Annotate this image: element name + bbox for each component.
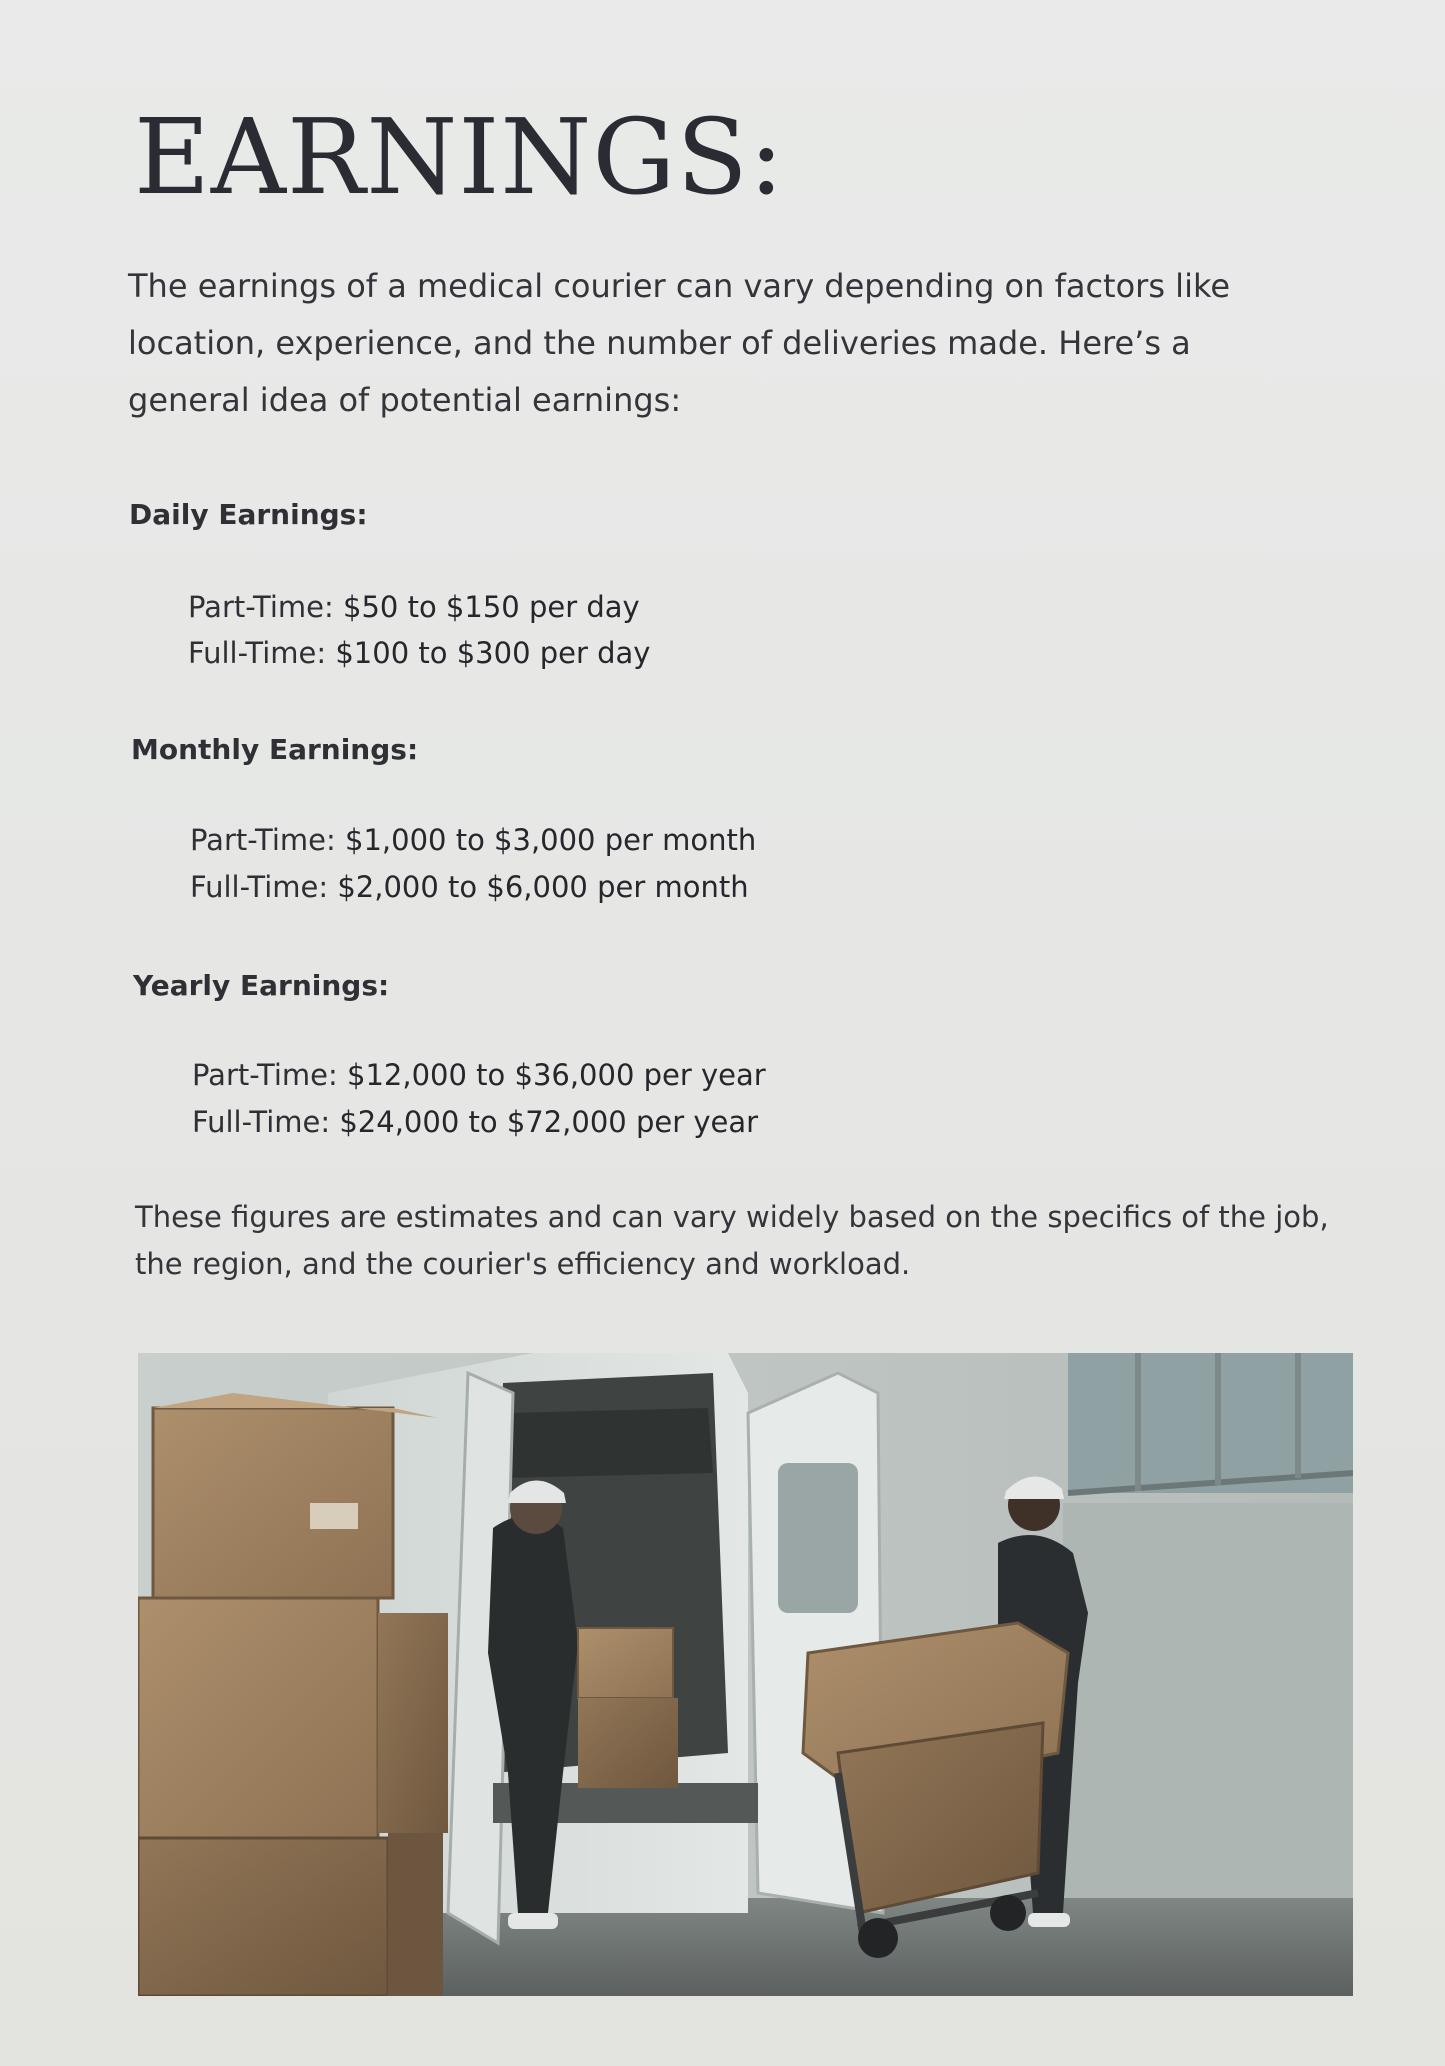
monthly-full-time-value: $2,000 to $6,000 per month <box>337 870 749 904</box>
yearly-full-time-label: Full-Time: <box>192 1105 331 1139</box>
daily-part-time-label: Part-Time: <box>188 590 334 624</box>
yearly-part-time-label: Part-Time: <box>192 1058 338 1092</box>
monthly-full-time-label: Full-Time: <box>190 870 329 904</box>
monthly-earnings-heading: Monthly Earnings: <box>131 733 419 766</box>
daily-part-time-value: $50 to $150 per day <box>343 590 640 624</box>
daily-full-time-value: $100 to $300 per day <box>335 636 651 670</box>
yearly-earnings-heading: Yearly Earnings: <box>133 969 390 1002</box>
daily-part-time-line <box>188 590 640 625</box>
hand-truck-wheel <box>858 1918 898 1958</box>
monthly-full-time-line <box>190 870 749 905</box>
page-title: EARNINGS: <box>134 96 785 218</box>
yearly-full-time-line <box>192 1105 758 1140</box>
monthly-part-time-label: Part-Time: <box>190 823 336 857</box>
daily-full-time-line <box>188 636 650 671</box>
yearly-part-time-line <box>192 1058 766 1093</box>
intro-paragraph: The earnings of a medical courier can vary depending on factors like location, experience, and the number of deliveries made. Here’s a general idea of potential earnings: <box>128 267 1231 419</box>
yearly-part-time-value: $12,000 to $36,000 per year <box>347 1058 766 1092</box>
delivery-van-photo <box>138 1353 1353 1996</box>
yearly-full-time-value: $24,000 to $72,000 per year <box>339 1105 759 1139</box>
daily-earnings-heading: Daily Earnings: <box>129 498 368 531</box>
monthly-part-time-value: $1,000 to $3,000 per month <box>345 823 757 857</box>
building-window <box>1068 1353 1353 1493</box>
box-stack-middle <box>138 1598 378 1838</box>
disclaimer-note: These figures are estimates and can vary widely based on the specifics of the job, the region, and the courier's efficiency and workload. <box>135 1200 1329 1281</box>
box-stack-bottom <box>138 1838 388 1996</box>
monthly-part-time-line <box>190 823 756 858</box>
daily-full-time-label: Full-Time: <box>188 636 327 670</box>
